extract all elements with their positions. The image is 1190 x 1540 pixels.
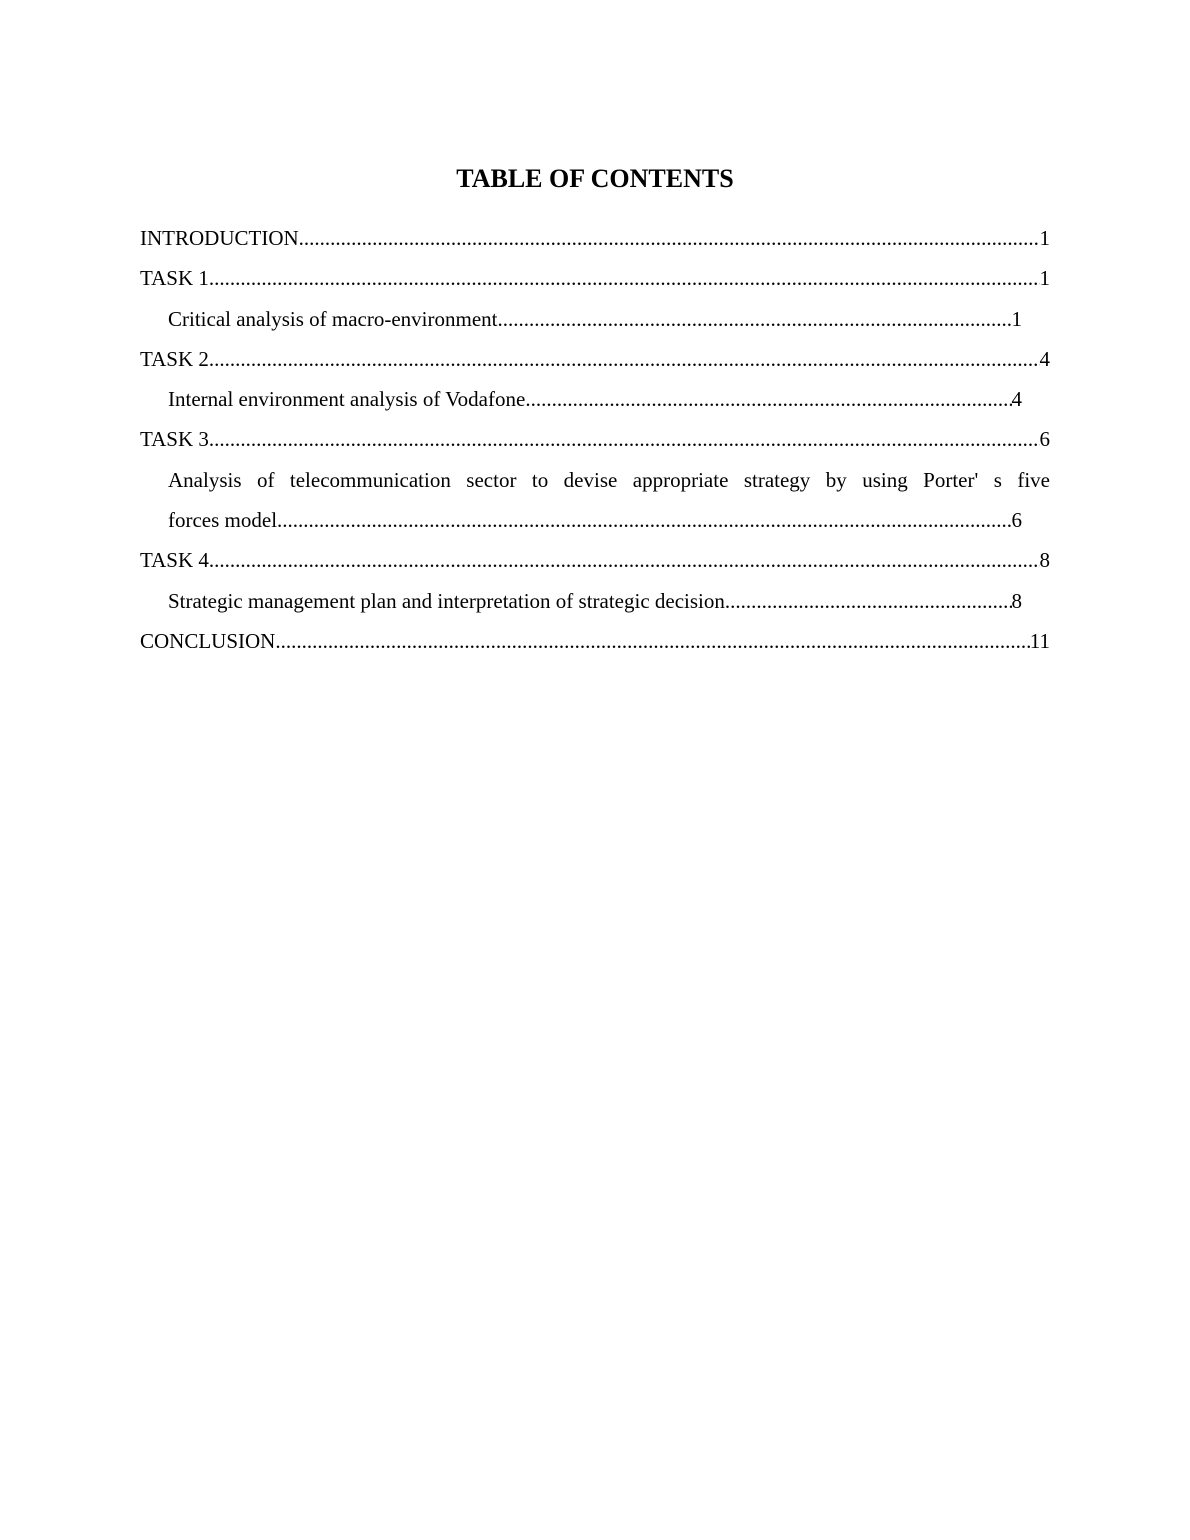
toc-dot-leader [525,379,1011,419]
toc-dot-leader [209,339,1040,379]
toc-entry-label: TASK 2 [140,346,209,371]
toc-entry-strategic-management-plan[interactable] [168,581,1022,621]
toc-dot-leader [299,218,1040,258]
toc-entry-task-4[interactable] [140,540,1050,580]
toc-entry-page: 1 [1039,226,1050,250]
toc-entry-label: INTRODUCTION [140,226,299,250]
toc-entry-label: TASK 1 [140,266,209,291]
toc-entry-label: Internal environment analysis of Vodafone [168,387,526,412]
toc-entry-label: Strategic management plan and interpretation of strategic decision [168,588,725,613]
toc-dot-leader [497,299,1011,339]
toc-entry-label: TASK 4 [140,548,209,573]
toc-entry-task-2[interactable] [140,339,1050,379]
toc-entry-label: TASK 3 [140,427,209,452]
toc-entry-label: forces model [168,508,278,533]
toc-dot-leader [209,419,1040,459]
toc-dot-leader [209,258,1040,298]
toc-entry-introduction[interactable] [140,218,1050,258]
toc-entry-page: 1 [1011,306,1022,331]
toc-entry-page: 4 [1011,387,1022,412]
toc-entry-page: 6 [1011,508,1022,533]
toc-entry-task-3[interactable] [140,419,1050,459]
toc-dot-leader [277,500,1011,540]
toc-entry-internal-environment[interactable] [168,379,1022,419]
toc-entry-porters-five-forces-line-2[interactable] [168,500,1022,540]
toc-title: TABLE OF CONTENTS [456,164,734,193]
toc-list [140,218,1050,661]
toc-entry-label: Critical analysis of macro-environment [168,306,498,331]
toc-dot-leader [275,621,1029,661]
toc-entry-page: 1 [1039,266,1050,291]
toc-dot-leader [725,581,1012,621]
toc-entry-macro-environment[interactable] [168,299,1022,339]
toc-dot-leader [209,540,1040,580]
toc-entry-page: 6 [1039,427,1050,452]
toc-entry-page: 8 [1039,548,1050,573]
toc-entry-page: 8 [1011,588,1022,613]
toc-entry-porters-five-forces-line-1[interactable]: Analysis of telecommunication sector to devise appropriate strategy by using Porter' s five [168,467,1050,492]
toc-entry-task-1[interactable] [140,258,1050,298]
toc-entry-label: CONCLUSION [140,628,276,653]
toc-entry-conclusion[interactable] [140,621,1050,661]
toc-entry-page: 4 [1039,346,1050,371]
toc-entry-page: 11 [1029,628,1050,653]
